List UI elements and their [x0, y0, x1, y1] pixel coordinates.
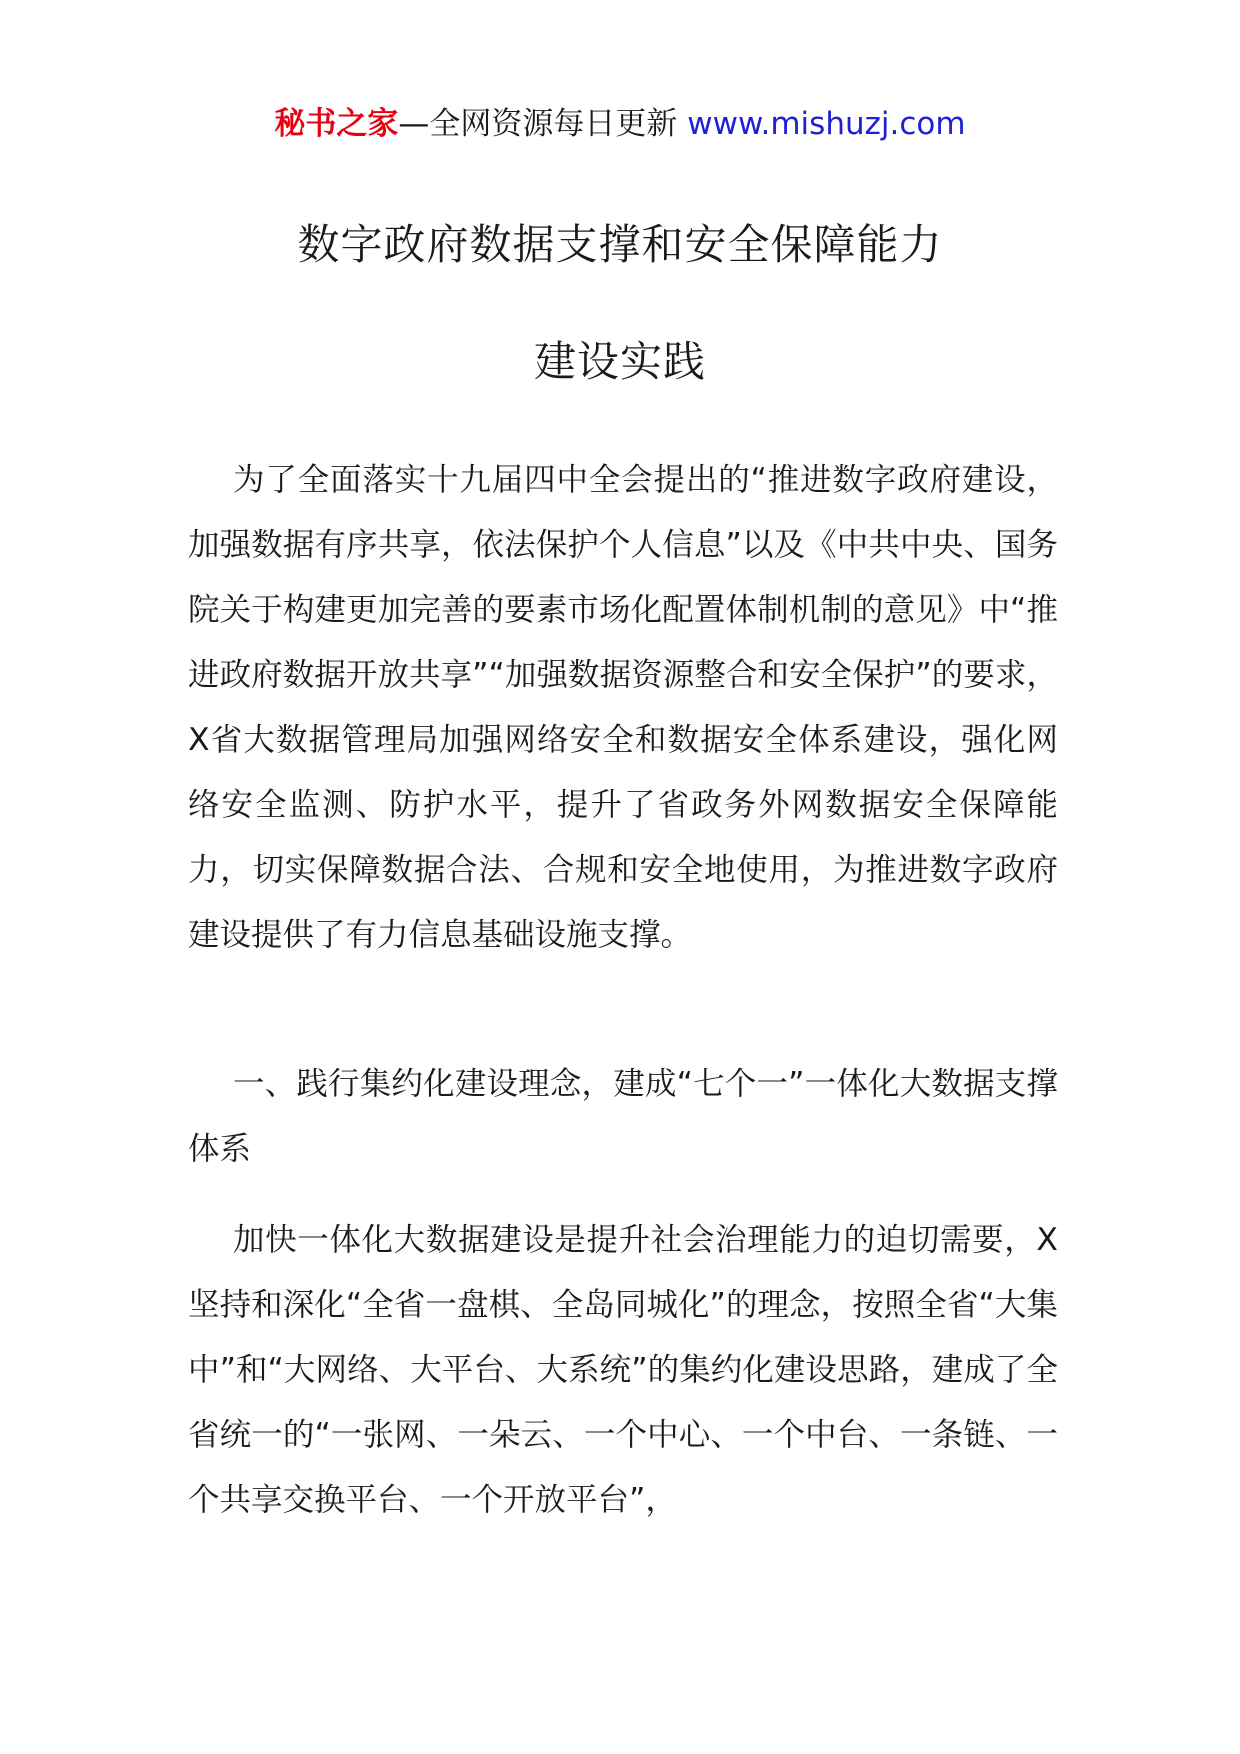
document-title-line-2: 建设实践 [533, 337, 706, 386]
site-url-link[interactable]: www.mishuzj.com [687, 106, 966, 142]
body-paragraph-section-1: 加快一体化大数据建设是提升社会治理能力的迫切需要，X坚持和深化“全省一盘棋、全岛同城化”的理念，按照全省“大集中”和“大网络、大平台、大系统”的集约化建设思路，建成了全省统一的“一张网、一朵云、一个中心、一个中台、一条链、一个共享交换平台、一个开放平台”， [188, 1222, 1058, 1518]
site-brand-name: 秘书之家 [274, 106, 399, 142]
body-paragraph-intro: 为了全面落实十九届四中全会提出的“推进数字政府建设，加强数据有序共享，依法保护个人信息”以及《中共中央、国务院关于构建更加完善的要素市场化配置体制机制的意见》中“推进政府数据开放共享”“加强数据资源整合和安全保护”的要求，X省大数据管理局加强网络安全和数据安全体系建设，强化网络安全监测、防护水平，提升了省政务外网数据安全保障能力，切实保障数据合法、合规和安全地使用，为推进数字政府建设提供了有力信息基础设施支撑。 [188, 462, 1058, 953]
document-title-line-1: 数字政府数据支撑和安全保障能力 [297, 220, 943, 269]
site-header [0, 100, 1240, 148]
section-heading-1: 一、践行集约化建设理念，建成“七个一”一体化大数据支撑体系 [188, 1066, 1058, 1167]
site-tagline: —全网资源每日更新 [398, 106, 688, 142]
